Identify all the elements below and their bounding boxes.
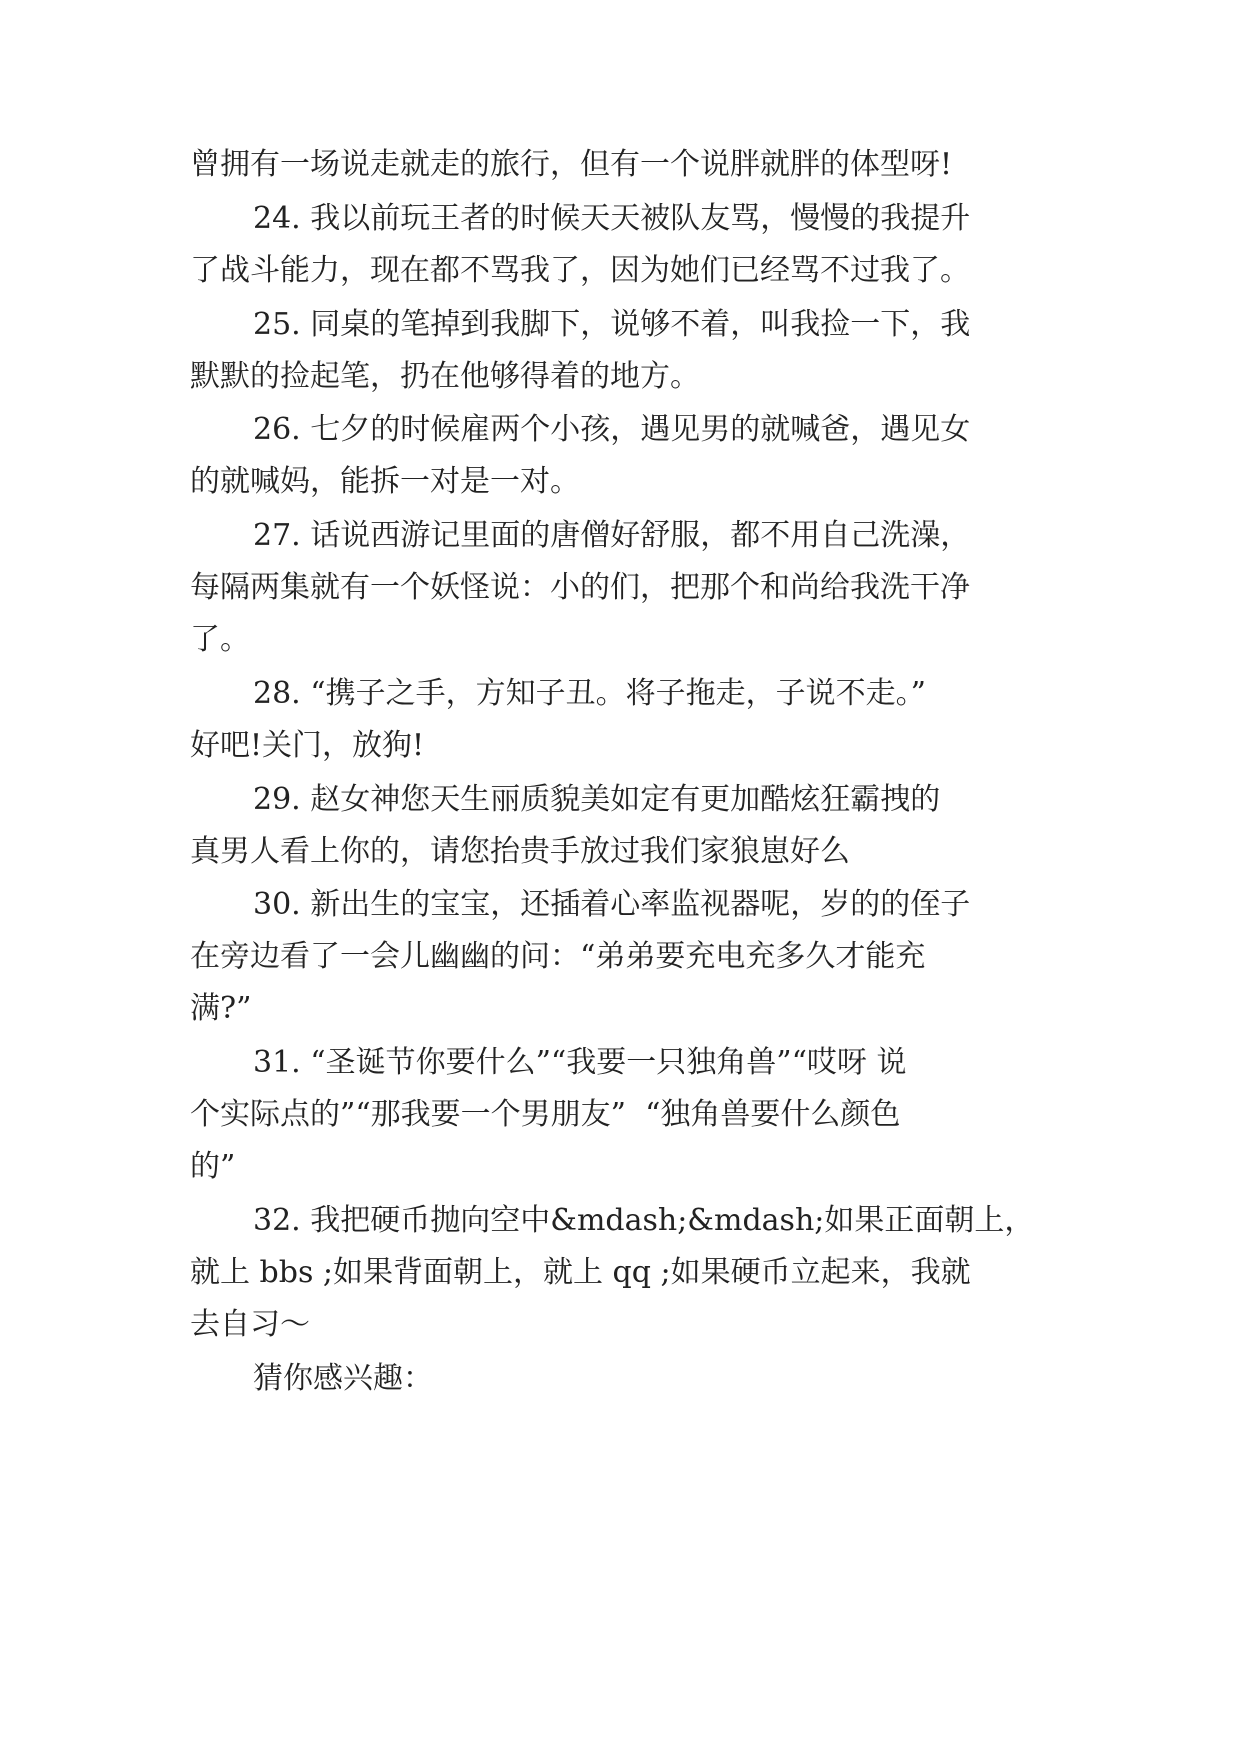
text-line: 去自习～ [190,1307,310,1342]
text-line: 曾拥有一场说走就走的旅行，但有一个说胖就胖的体型呀! [190,147,953,182]
text-line: 的” [190,1149,236,1184]
text-line: 32. 我把硬币抛向空中&mdash;&mdash;如果正面朝上， [253,1203,1035,1238]
text-line: 了战斗能力，现在都不骂我了，因为她们已经骂不过我了。 [190,253,970,288]
text-line: 30. 新出生的宝宝，还插着心率监视器呢，岁的的侄子 [253,887,971,922]
text-line: 29. 赵女神您天生丽质貌美如定有更加酷炫狂霸拽的 [253,782,941,817]
text-line: 满?” [190,991,252,1026]
text-line: 猜你感兴趣： [253,1361,433,1396]
text-line: 26. 七夕的时候雇两个小孩，遇见男的就喊爸，遇见女 [253,412,971,447]
text-line: 默默的捡起笔，扔在他够得着的地方。 [190,359,700,394]
text-line: 31. “圣诞节你要什么”“我要一只独角兽”“哎呀 说 [253,1045,907,1080]
text-line: 25. 同桌的笔掉到我脚下，说够不着，叫我捡一下，我 [253,307,971,342]
text-line: 好吧!关门，放狗! [190,728,425,763]
text-line: 个实际点的”“那我要一个男朋友” “独角兽要什么颜色 [190,1097,901,1132]
text-line: 的就喊妈，能拆一对是一对。 [190,464,580,499]
text-line: 在旁边看了一会儿幽幽的问：“弟弟要充电充多久才能充 [190,939,926,974]
text-line: 就上 bbs ;如果背面朝上，就上 qq ;如果硬币立起来，我就 [190,1255,971,1290]
text-line: 真男人看上你的，请您抬贵手放过我们家狼崽好么 [190,834,850,869]
text-line: 28. “携子之手，方知子丑。将子拖走，子说不走。” [253,676,926,711]
text-line: 27. 话说西游记里面的唐僧好舒服，都不用自己洗澡， [253,518,971,553]
text-line: 24. 我以前玩王者的时候天天被队友骂，慢慢的我提升 [253,201,971,236]
text-line: 了。 [190,622,250,657]
text-line: 每隔两集就有一个妖怪说：小的们，把那个和尚给我洗干净 [190,570,970,605]
